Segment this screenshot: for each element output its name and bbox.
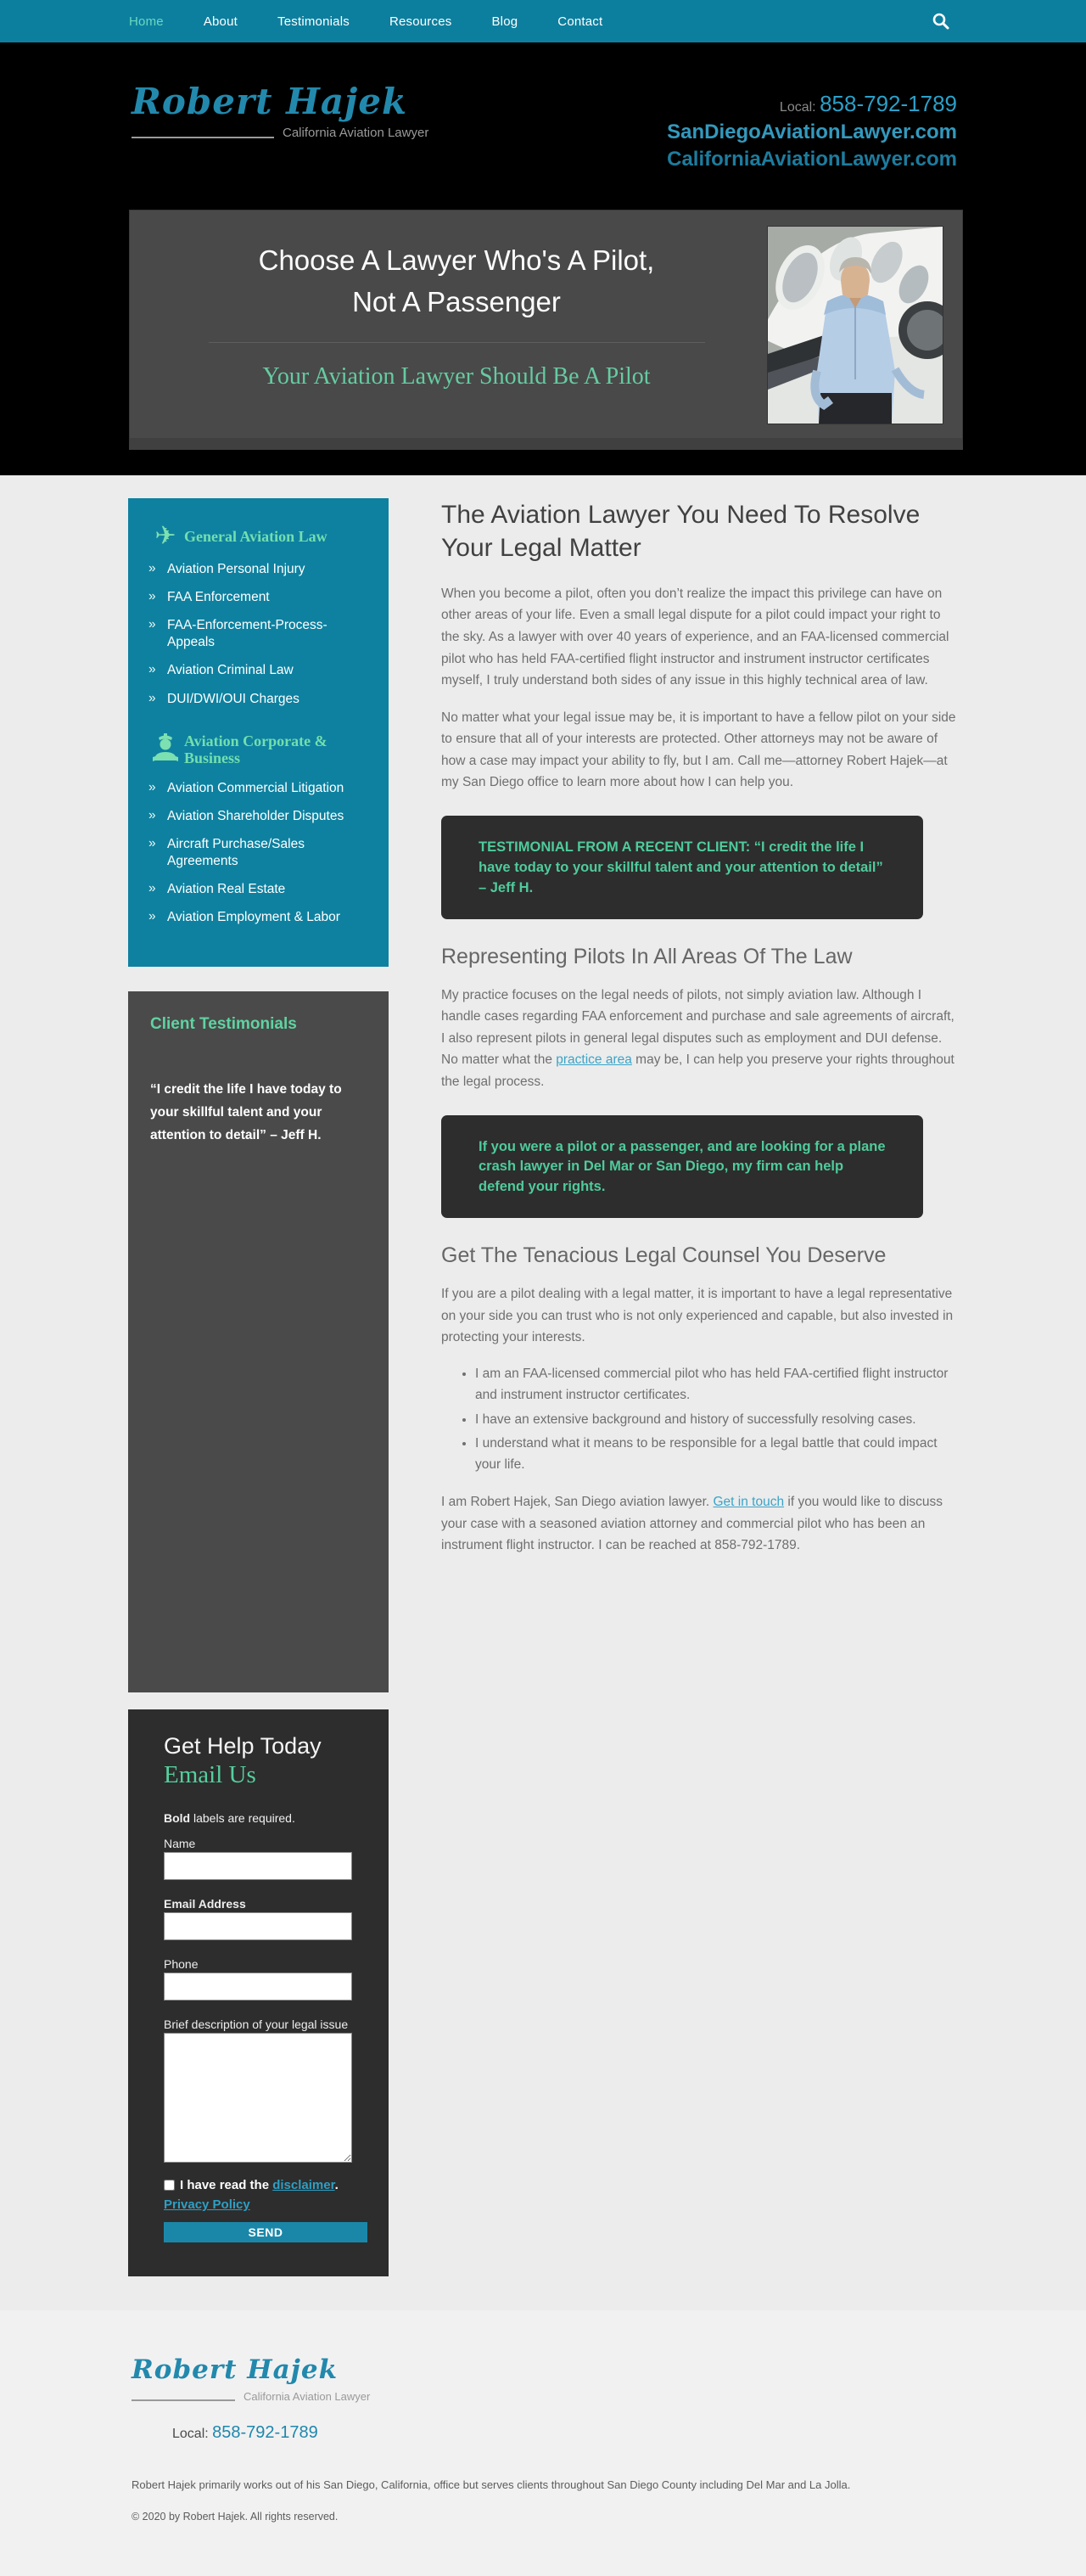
testimonial-callout-text: TESTIMONIAL FROM A RECENT CLIENT: “I credit the life I have today to your skillful talent and your attention to detail” – Jeff H. (479, 839, 883, 895)
form-title: Get Help Today (164, 1732, 322, 1759)
chevron-icon: » (148, 560, 156, 575)
pilot-icon (147, 732, 184, 768)
sidebar-item-label: Aircraft Purchase/Sales Agreements (167, 837, 305, 869)
footer-logo-name: Robert Hajek (132, 2354, 339, 2385)
chevron-icon: » (148, 617, 156, 632)
testimonial-callout (441, 816, 923, 919)
chevron-icon: » (148, 779, 156, 794)
sidebar-item-label: DUI/DWI/OUI Charges (167, 691, 299, 706)
sidebar-group-general-aviation (147, 521, 368, 708)
sidebar-item-faa-enforcement-process-appeals[interactable] (147, 617, 368, 651)
site-footer (0, 2310, 1086, 2576)
airplane-icon: ✈ (154, 521, 176, 550)
footer-logo-tagline: California Aviation Lawyer (244, 2389, 371, 2403)
send-button[interactable]: SEND (164, 2222, 367, 2242)
nav-item-resources[interactable]: Resources (389, 14, 452, 29)
sidebar-item-label: FAA-Enforcement-Process-Appeals (167, 618, 327, 650)
representing-text-before: My practice focuses on the legal needs of pilots, not simply aviation law. Although I handle cases regarding FAA enforcement and purchase and sale agreements of aircraft, I also represent pilots in general legal disputes such as employment and DUI defense. No matter what the (441, 987, 954, 1068)
footer-phone-line (132, 2423, 958, 2443)
sidebar-item-label: Aviation Criminal Law (167, 663, 294, 678)
sidebar-group-title: Aviation Corporate & Business (184, 732, 327, 767)
nav-item-blog[interactable]: Blog (491, 14, 518, 29)
footer-disclaimer: Robert Hajek primarily works out of his San Diego, California, office but serves clients throughout San Diego County including Del Mar and La Jolla. (132, 2478, 851, 2491)
credential-item: • I have an extensive background and history of successfully resolving cases. (475, 1410, 958, 1431)
hero-subtitle: Your Aviation Lawyer Should Be A Pilot (262, 362, 651, 390)
plane-crash-callout (441, 1115, 923, 1219)
sidebar-item-purchase-sales-agreements[interactable] (147, 836, 368, 870)
practice-area-link[interactable]: practice area (556, 1052, 632, 1068)
top-navigation (0, 0, 1086, 42)
domain-link-sandiego[interactable]: SanDiegoAviationLawyer.com (667, 121, 957, 144)
name-field[interactable] (164, 1852, 352, 1880)
sidebar-item-label: FAA Enforcement (167, 590, 270, 605)
hero-photo-pilot-lawyer (767, 226, 943, 424)
representing-text-after: may be, I can help you preserve your rights throughout the legal process. (441, 1052, 954, 1089)
logo-underline (132, 137, 274, 138)
footer-phone-link[interactable]: 858-792-1789 (212, 2422, 318, 2442)
legal-issue-textarea[interactable] (164, 2033, 352, 2163)
phone-field[interactable] (164, 1973, 352, 2001)
site-header (0, 42, 1086, 475)
email-field[interactable] (164, 1912, 352, 1940)
hero-text (164, 239, 749, 390)
testimonial-quote: “I credit the life I have today to your skillful talent and your attention to detail” – Jeff H. (150, 1081, 342, 1142)
footer-local-label: Local: (172, 2426, 209, 2441)
sidebar-item-label: Aviation Employment & Labor (167, 910, 340, 925)
disclaimer-checkbox[interactable] (164, 2180, 175, 2191)
chevron-icon: » (148, 909, 156, 924)
privacy-policy-link[interactable]: Privacy Policy (164, 2197, 250, 2213)
local-label: Local: (779, 100, 816, 115)
chevron-icon: » (148, 836, 156, 850)
testimonials-title: Client Testimonials (150, 1014, 297, 1033)
footer-copyright: © 2020 by Robert Hajek. All rights reserved. (132, 2510, 339, 2523)
checkbox-suffix: . (334, 2177, 339, 2192)
representing-paragraph (441, 985, 958, 1093)
sidebar-item-commercial-litigation[interactable] (147, 780, 368, 797)
get-in-touch-link[interactable]: Get in touch (713, 1494, 785, 1509)
practice-areas-sidebar (128, 498, 389, 967)
phone-line (667, 89, 957, 119)
search-icon[interactable] (930, 10, 952, 32)
sidebar-item-aviation-personal-injury[interactable] (147, 561, 368, 578)
form-required-note (164, 1811, 353, 1825)
closing-paragraph (441, 1491, 958, 1557)
plane-crash-callout-text: If you were a pilot or a passenger, and are looking for a plane crash lawyer in Del Mar or San Diego, my firm can help defend your rights. (479, 1138, 886, 1195)
nav-item-home[interactable]: Home (129, 14, 164, 29)
phone-label: Phone (164, 1956, 199, 1971)
article-column (441, 498, 958, 2276)
chevron-icon: » (148, 662, 156, 677)
closing-text-before: I am Robert Hajek, San Diego aviation lawyer. (441, 1494, 714, 1509)
hero-banner (129, 210, 963, 450)
phone-link[interactable]: 858-792-1789 (820, 91, 957, 116)
chevron-icon: » (148, 881, 156, 896)
footer-logo[interactable] (132, 2354, 958, 2401)
form-subtitle: Email Us (164, 1760, 256, 1788)
contact-form-panel (128, 1709, 389, 2276)
chevron-icon: » (148, 807, 156, 822)
intro-paragraph-2: No matter what your legal issue may be, it is important to have a fellow pilot on your side to ensure that all of your interests are protected. Other attorneys may not be aware of how a case may impact your ability to fly, but I am. Call me—attorney Robert Hajek—at my San Diego office to learn more about how I can help you. (441, 710, 956, 790)
page-title: The Aviation Lawyer You Need To Resolve Your Legal Matter (441, 500, 921, 562)
header-contact (667, 81, 957, 174)
domain-link-california[interactable]: CaliforniaAviationLawyer.com (667, 148, 957, 171)
sidebar-item-label: Aviation Commercial Litigation (167, 780, 344, 795)
sidebar-item-label: Aviation Personal Injury (167, 561, 305, 576)
sidebar-item-aviation-criminal-law[interactable] (147, 662, 368, 679)
footer-logo-underline (132, 2399, 235, 2401)
sidebar-item-label: Aviation Real Estate (167, 882, 286, 897)
description-label: Brief description of your legal issue (164, 2017, 349, 2031)
counsel-paragraph: If you are a pilot dealing with a legal matter, it is important to have a legal representative on your side you can trust who is not only experienced and capable, but also invested in protecting your interests. (441, 1287, 954, 1345)
client-testimonials-panel (128, 991, 389, 1692)
closing-text-after: if you would like to discuss your case with a seasoned aviation attorney and commercial pilot who has been an instrument flight instructor. I can be reached at 858-792-1789. (441, 1494, 943, 1553)
section-title-tenacious-counsel: Get The Tenacious Legal Counsel You Deserve (441, 1243, 887, 1268)
sidebar-item-faa-enforcement[interactable] (147, 589, 368, 606)
hero-title-line2: Not A Passenger (352, 286, 561, 318)
chevron-icon: » (148, 589, 156, 604)
sidebar-item-label: Aviation Shareholder Disputes (167, 808, 344, 823)
sidebar-group-title: General Aviation Law (184, 527, 327, 545)
disclaimer-checkbox-row (164, 2177, 353, 2214)
section-title-representing-pilots: Representing Pilots In All Areas Of The Law (441, 944, 853, 968)
sidebar-group-corporate-business (147, 732, 368, 927)
form-note-rest: labels are required. (190, 1810, 295, 1825)
credential-item: • I am an FAA-licensed commercial pilot who has held FAA-certified flight instructor and instrument instructor certificates. (475, 1364, 958, 1406)
chevron-icon: » (148, 690, 156, 705)
name-label: Name (164, 1836, 196, 1850)
hero-title-line1: Choose A Lawyer Who's A Pilot, (258, 244, 655, 276)
form-note-bold: Bold (164, 1810, 191, 1825)
left-column (128, 498, 389, 2276)
hero-title (164, 239, 749, 323)
nav-item-testimonials[interactable]: Testimonials (277, 14, 350, 29)
disclaimer-link[interactable]: disclaimer (272, 2177, 335, 2192)
checkbox-text: I have read the (180, 2177, 273, 2192)
credential-item: • I understand what it means to be responsible for a legal battle that could impact your life. (475, 1434, 958, 1476)
intro-paragraph-1: When you become a pilot, often you don’t realize the impact this privilege can have on other areas of your life. Even a small legal dispute for a pilot could impact your right to the sky. As a lawyer with over 40 years of experience, and an FAA-licensed commercial pilot who has held FAA-certified flight instructor and instrument instructor certificates myself, I truly understand both sides of any issue in this highly technical area of law. (441, 586, 949, 688)
logo-name: Robert Hajek (132, 81, 408, 122)
site-logo[interactable] (132, 81, 429, 141)
logo-tagline: California Aviation Lawyer (283, 126, 429, 141)
sidebar-item-real-estate[interactable] (147, 881, 368, 898)
sidebar-item-dui-dwi-oui[interactable] (147, 691, 368, 708)
main-content (0, 475, 1086, 2310)
hero-divider (209, 342, 705, 343)
credentials-list (475, 1364, 958, 1476)
email-label: Email Address (164, 1896, 246, 1911)
nav-item-about[interactable]: About (203, 14, 238, 29)
nav-item-contact[interactable]: Contact (557, 14, 603, 29)
sidebar-item-employment-labor[interactable] (147, 909, 368, 926)
sidebar-item-shareholder-disputes[interactable] (147, 808, 368, 825)
